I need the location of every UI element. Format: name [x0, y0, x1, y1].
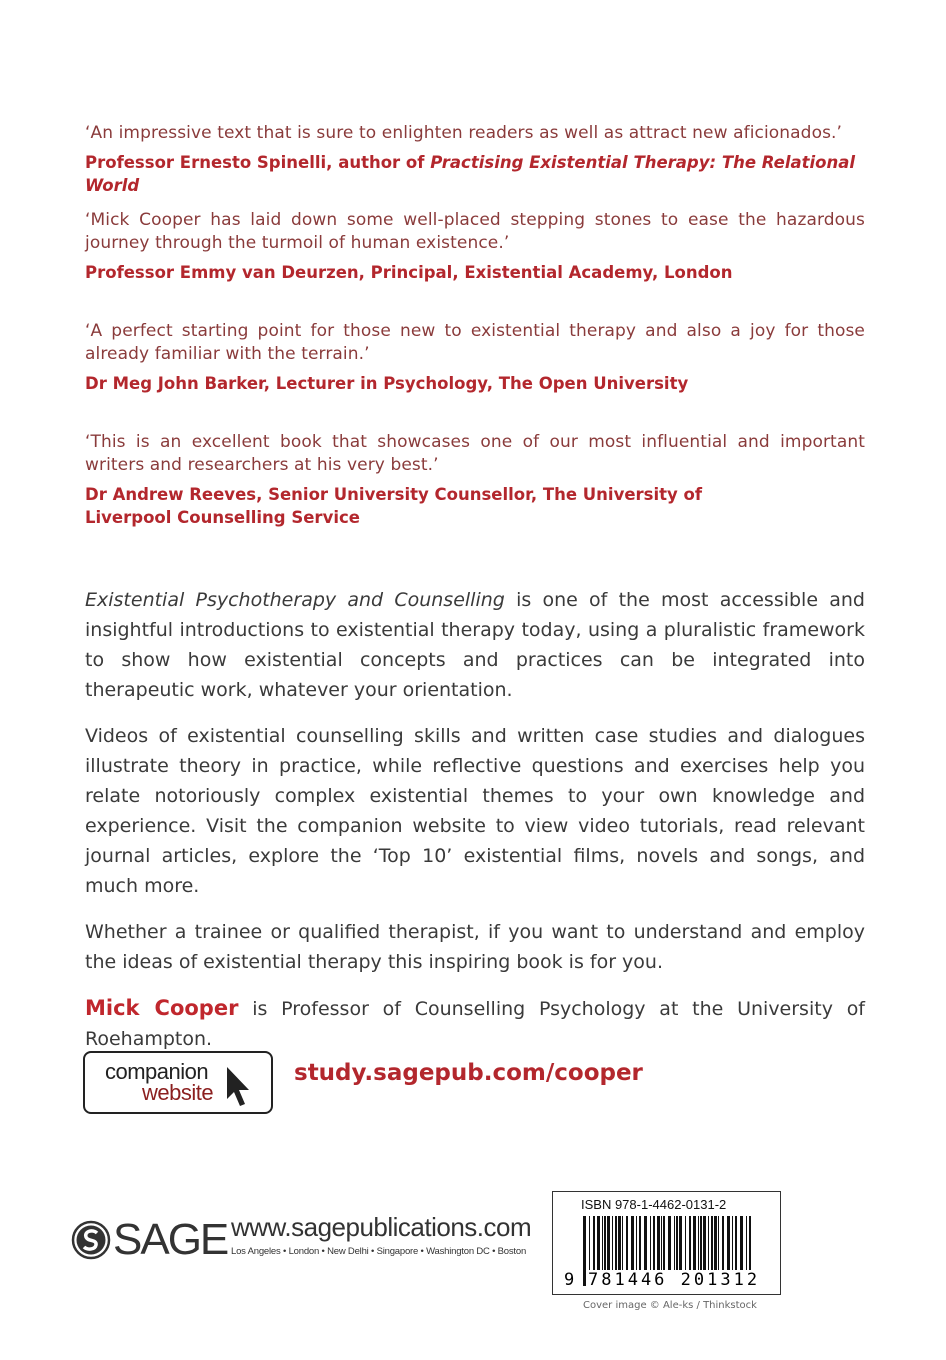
sage-s-icon	[71, 1220, 111, 1260]
companion-label: companion	[105, 1059, 209, 1084]
isbn-text: ISBN 978-1-4462-0131-2	[581, 1197, 727, 1212]
cursor-arrow-icon	[225, 1065, 255, 1109]
description-paragraph-1	[85, 585, 865, 705]
author-bio-text: is Professor of Counselling Psychology at the University of Roehampton.	[85, 998, 866, 1050]
barcode-digits: 781446 201312	[588, 1270, 761, 1290]
attribution-text: Professor Ernesto Spinelli, author of	[85, 153, 431, 172]
review-quote-2	[85, 209, 865, 284]
quote-attribution	[85, 151, 865, 197]
sage-logo	[71, 1215, 227, 1265]
publisher-cities: Los Angeles • London • New Delhi • Singapore • Washington DC • Boston	[231, 1246, 527, 1257]
quote-text: ‘An impressive text that is sure to enlighten readers as well as attract new aficionados.’	[85, 123, 843, 143]
quote-text: ‘A perfect starting point for those new to existential therapy and also a joy for those already familiar with the terrain.’	[85, 321, 865, 364]
sage-logo-text: SAGE	[113, 1215, 228, 1264]
website-label: website	[142, 1080, 214, 1105]
review-quote-3	[85, 320, 865, 395]
description-paragraph-2: Videos of existential counselling skills and written case studies and dialogues illustrate theory in practice, while reflective questions and exercises help you relate notoriously complex existential themes to your own knowledge and experience. Visit the companion website to view video tutorials, read relevant journal articles, explore the ‘Top 10’ existential films, novels and songs, and much more.	[85, 725, 865, 897]
companion-website-link[interactable]: study.sagepub.com/cooper	[294, 1060, 643, 1086]
quote-text: ‘This is an excellent book that showcases one of our most influential and important writers and researchers at his very best.’	[85, 432, 865, 475]
description-text: is one of the most accessible and insightful introductions to existential therapy today, using a pluralistic framework to show how existential concepts and practices can be integrated into therapeutic work, whatever your orientation.	[85, 589, 865, 701]
author-name: Mick Cooper	[85, 996, 239, 1020]
quote-attribution: Dr Andrew Reeves, Senior University Counsellor, The University of Liverpool Counselling Service	[85, 485, 703, 527]
quote-attribution: Professor Emmy van Deurzen, Principal, Existential Academy, London	[85, 263, 733, 282]
quote-text: ‘Mick Cooper has laid down some well-placed stepping stones to ease the hazardous journey through the turmoil of human existence.’	[85, 210, 865, 253]
cover-image-credit: Cover image © Ale-ks / Thinkstock	[583, 1300, 757, 1311]
companion-website-badge	[83, 1051, 273, 1114]
isbn-barcode	[552, 1191, 781, 1295]
book-title: Existential Psychotherapy and Counselling	[85, 589, 505, 611]
publisher-website[interactable]: www.sagepublications.com	[231, 1212, 532, 1242]
description-paragraph-3: Whether a trainee or qualified therapist, if you want to understand and employ the ideas of existential therapy this inspiring book is for you.	[85, 921, 865, 973]
review-quote-4	[85, 431, 865, 529]
review-quote-1	[85, 122, 865, 197]
quote-attribution: Dr Meg John Barker, Lecturer in Psychology, The Open University	[85, 374, 689, 393]
attribution-book-title: Practising Existential Therapy: The Relational World	[85, 153, 856, 195]
barcode-leading-digit: 9	[564, 1270, 575, 1290]
publisher-info	[231, 1212, 531, 1257]
book-description	[85, 585, 865, 1070]
author-bio	[85, 993, 865, 1054]
